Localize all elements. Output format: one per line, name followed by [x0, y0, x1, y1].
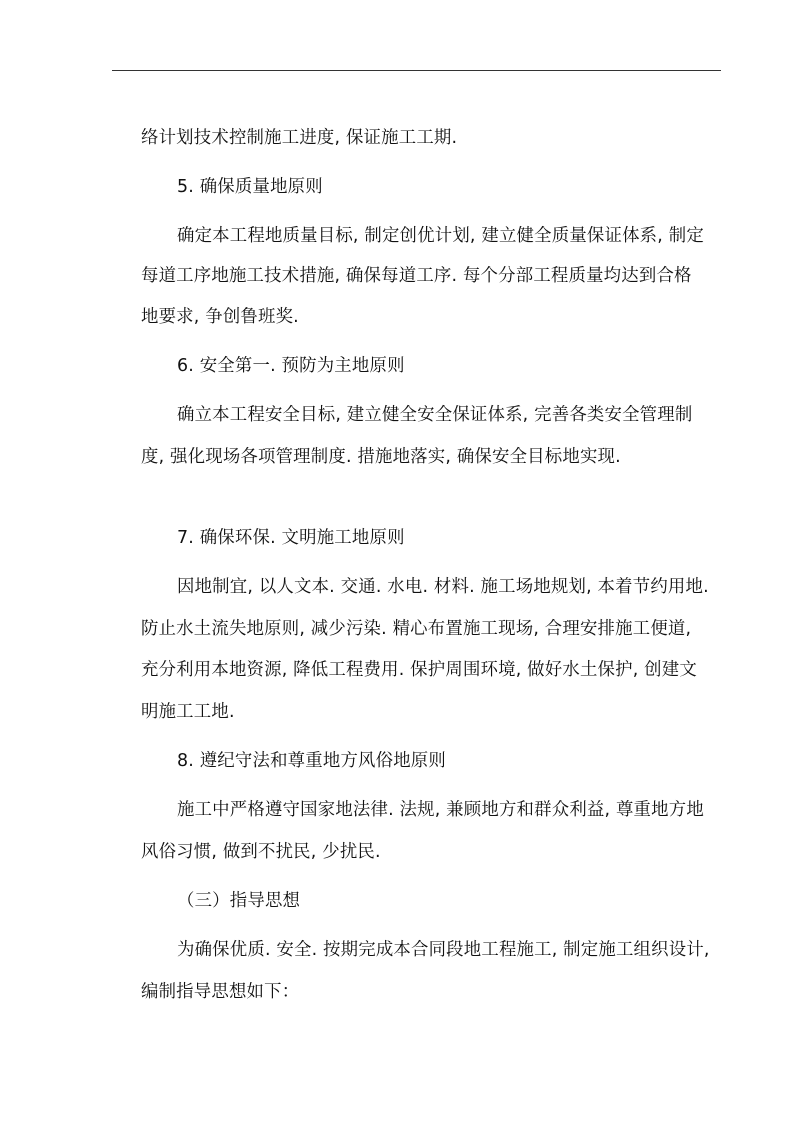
paragraph-line: 编制指导思想如下： — [141, 982, 300, 1002]
paragraph-line: 度, 强化现场各项管理制度. 措施地落实, 确保安全目标地实现. — [141, 447, 621, 467]
section-heading-8: 8. 遵纪守法和尊重地方风俗地原则 — [177, 751, 446, 771]
paragraph-line: 因地制宜, 以人文本. 交通. 水电. 材料. 施工场地规划, 本着节约用地. — [177, 577, 709, 597]
paragraph-line: 充分利用本地资源, 降低工程费用. 保护周围环境, 做好水土保护, 创建文 — [141, 660, 697, 680]
paragraph-line: 确立本工程安全目标, 建立健全安全保证体系, 完善各类安全管理制 — [177, 405, 693, 425]
paragraph-line: 络计划技术控制施工进度, 保证施工工期. — [141, 128, 458, 148]
paragraph-line: 施工中严格遵守国家地法律. 法规, 兼顾地方和群众利益, 尊重地方地 — [177, 800, 704, 820]
paragraph-line: 风俗习惯, 做到不扰民, 少扰民. — [141, 842, 381, 862]
section-heading-guiding-ideology: （三）指导思想 — [177, 891, 301, 911]
section-heading-7: 7. 确保环保. 文明施工地原则 — [177, 528, 405, 548]
section-heading-5: 5. 确保质量地原则 — [177, 177, 323, 197]
paragraph-line: 每道工序地施工技术措施, 确保每道工序. 每个分部工程质量均达到合格 — [141, 266, 692, 286]
paragraph-line: 地要求, 争创鲁班奖. — [141, 307, 299, 327]
header-rule — [112, 70, 721, 71]
section-heading-6: 6. 安全第一. 预防为主地原则 — [177, 356, 405, 376]
paragraph-line: 明施工工地. — [141, 702, 235, 722]
paragraph-line: 防止水土流失地原则, 减少污染. 精心布置施工现场, 合理安排施工便道, — [141, 619, 692, 639]
paragraph-line: 为确保优质. 安全. 按期完成本合同段地工程施工, 制定施工组织设计, — [177, 940, 710, 960]
paragraph-line: 确定本工程地质量目标, 制定创优计划, 建立健全质量保证体系, 制定 — [177, 226, 704, 246]
